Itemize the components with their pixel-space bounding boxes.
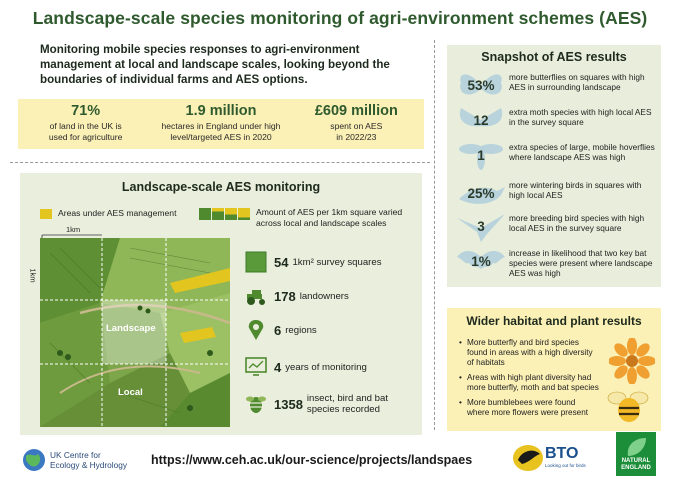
ne-line1: NATURAL [621, 458, 651, 464]
stat-desc-line2: used for agriculture [48, 131, 123, 142]
key-text: insect, bird and bat species recorded [306, 393, 388, 415]
snapshot-panel [447, 45, 661, 287]
divider-vertical [434, 40, 435, 430]
natural-england-logo [616, 432, 656, 476]
aes-legend-swatch [40, 209, 52, 219]
ne-text [616, 458, 656, 472]
divider-horizontal [10, 162, 430, 163]
key-years [244, 356, 367, 378]
key-landowners [244, 285, 349, 307]
snapshot-text: more wintering birds in squares with high local AES [509, 180, 642, 200]
dim-vertical: 1km [28, 268, 38, 283]
list-item: • More butterfly and bird species found in areas with a high diversity of habitats [459, 338, 599, 368]
key-num: 1358 [274, 396, 303, 412]
aes-amount-legend-label: Amount of AES per 1km square varied across local and landscape scales [256, 207, 403, 228]
snapshot-value: 1 [477, 148, 485, 163]
map-label-local: Local [118, 387, 143, 398]
ukceh-line1: UK Centre for [50, 450, 101, 460]
list-item: • More bumblebees were found where more flowers were present [459, 398, 599, 418]
stat-desc-line2: in 2022/23 [336, 131, 377, 142]
snapshot-value: 3 [477, 219, 485, 234]
snapshot-row-breeding-birds [447, 210, 661, 244]
dim-horizontal: 1km [66, 225, 81, 234]
ukceh-logo [22, 448, 152, 474]
stat-desc-line2: level/targeted AES in 2020 [170, 131, 272, 142]
map-pin-icon [244, 319, 268, 341]
key-species [244, 393, 417, 415]
key-num: 4 [274, 359, 282, 375]
ne-line2: ENGLAND [621, 465, 651, 471]
stats-bar [18, 99, 424, 149]
snapshot-text: more breeding bird species with high local AES in the survey square [509, 213, 645, 233]
key-text: regions [285, 324, 317, 336]
key-num: 178 [274, 288, 296, 304]
snapshot-text: increase in likelihood that two key bat species were present where landscape AES was high [509, 248, 653, 278]
stat-desc-line1: spent on AES [330, 121, 383, 131]
snapshot-text: extra species of large, mobile hoverflies where landscape AES was high [509, 142, 655, 162]
monitoring-title: Landscape-scale AES monitoring [121, 180, 321, 194]
monitor-chart-icon [244, 356, 268, 378]
stat-value: £609 million [314, 103, 398, 119]
page-title: Landscape-scale species monitoring of agri-environment schemes (AES) [32, 8, 648, 28]
list-item: • Areas with high plant diversity had more butterfly, moth and bat species [459, 373, 599, 393]
monitoring-panel [20, 173, 422, 435]
landscape-map [28, 225, 230, 427]
key-text: landowners [299, 290, 349, 302]
grid-square-icon [244, 251, 268, 273]
snapshot-value: 1% [471, 254, 491, 269]
tractor-icon [244, 285, 268, 307]
habitat-title: Wider habitat and plant results [466, 314, 642, 328]
snapshot-value: 12 [473, 113, 489, 128]
stat-desc-line1: of land in the UK is [49, 121, 122, 131]
habitat-list [459, 338, 599, 423]
flower-icon [609, 338, 655, 384]
snapshot-text: extra moth species with high local AES in the survey square [509, 107, 652, 127]
bto-text: BTO [545, 445, 579, 462]
snapshot-row-wintering-birds [447, 177, 661, 211]
stat-spending [289, 99, 424, 149]
key-text: years of monitoring [285, 361, 367, 373]
aes-legend-label: Areas under AES management [58, 208, 177, 218]
project-url[interactable]: https://www.ceh.ac.uk/our-science/projects/landspaes [151, 453, 473, 467]
aes-amount-legend [199, 208, 250, 220]
snapshot-title: Snapshot of AES results [481, 50, 627, 64]
snapshot-row-bats [447, 245, 661, 279]
snapshot-row-moths [447, 104, 661, 138]
ukceh-text [50, 450, 127, 470]
globe-icon [22, 448, 46, 472]
intro-text: Monitoring mobile species responses to agri-environment management at local and landscape scales, looking beyond the boundaries of individual farms and AES options. [40, 43, 390, 86]
stat-desc-line1: hectares in England under high [161, 121, 281, 131]
bto-bird-icon [512, 442, 544, 472]
stat-value: 71% [71, 103, 101, 119]
stat-land [18, 99, 153, 149]
key-text: 1km² survey squares [292, 256, 382, 268]
key-survey-squares [244, 251, 382, 273]
snapshot-value: 53% [467, 78, 495, 93]
leaf-icon [616, 434, 656, 458]
bto-subtitle: Looking out for birds [545, 463, 586, 468]
bee-icon [244, 393, 268, 415]
stat-value: 1.9 million [185, 103, 257, 119]
key-num: 54 [274, 254, 289, 270]
ukceh-line2: Ecology & Hydrology [50, 460, 128, 470]
snapshot-row-butterflies [447, 69, 661, 103]
snapshot-text: more butterflies on squares with high AES in surrounding landscape [509, 72, 645, 92]
snapshot-row-hoverflies [447, 139, 661, 173]
bto-logo [512, 440, 592, 474]
habitat-panel [447, 308, 661, 431]
stat-hectares [153, 99, 288, 149]
key-regions [244, 319, 317, 341]
bumblebee-icon [607, 388, 651, 426]
map-label-landscape: Landscape [106, 323, 156, 334]
key-num: 6 [274, 322, 282, 338]
snapshot-value: 25% [467, 186, 495, 201]
